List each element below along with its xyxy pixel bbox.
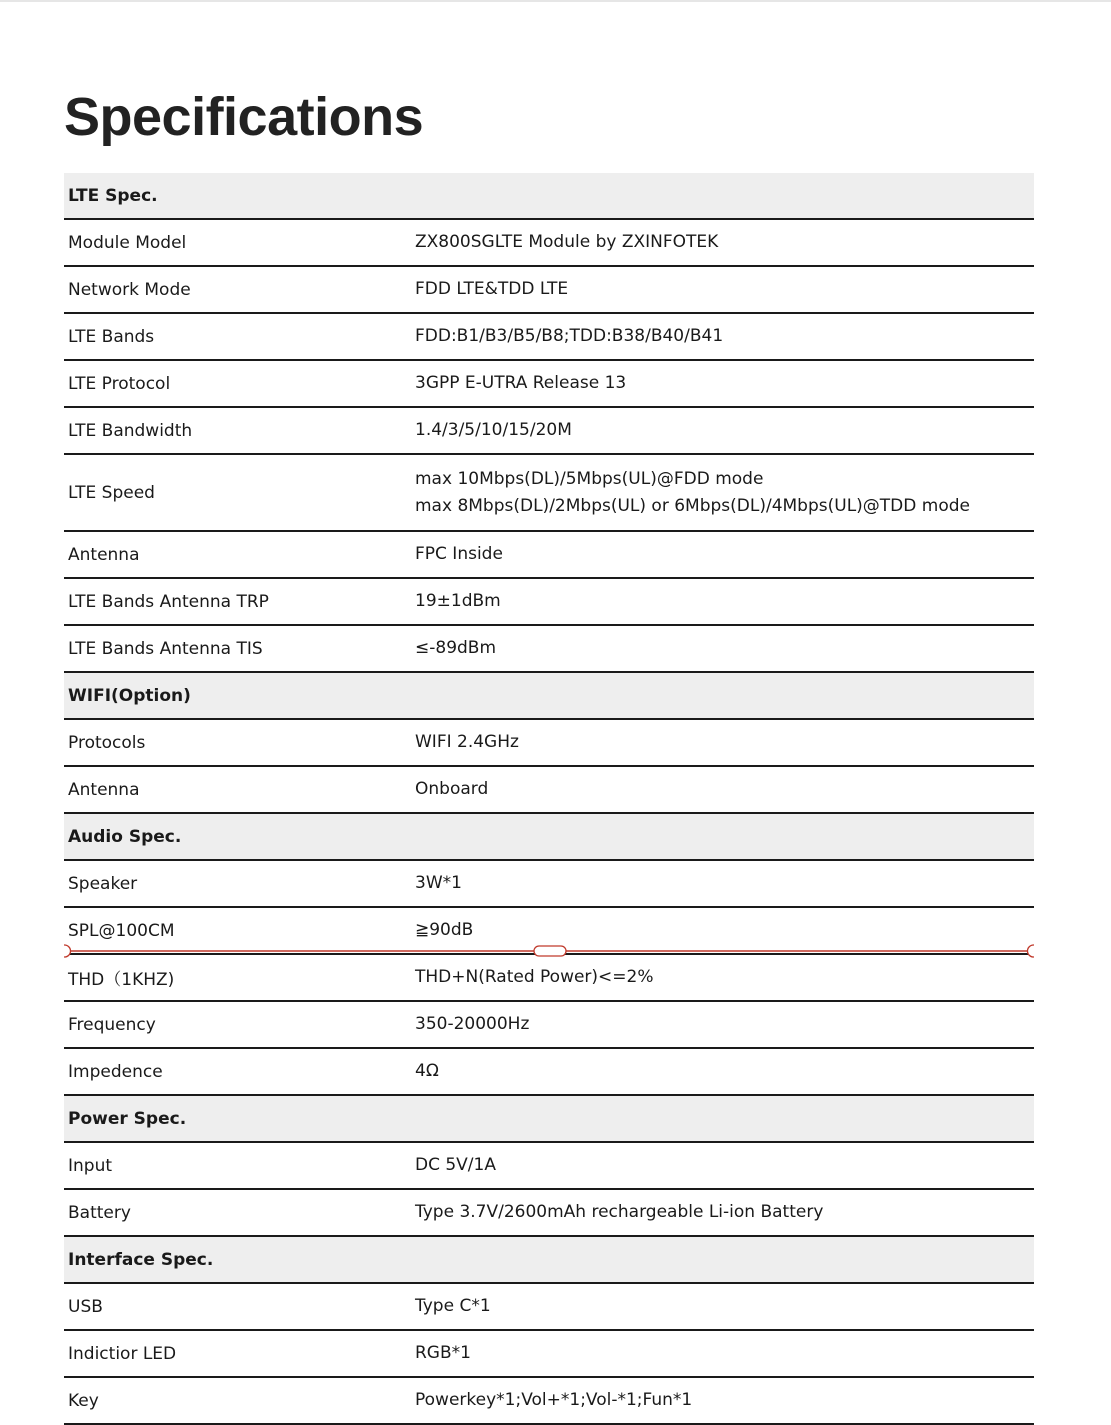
spec-value-line: DC 5V/1A — [415, 1155, 496, 1175]
spec-row — [64, 579, 1034, 626]
spec-value-line: ≤-89dBm — [415, 638, 497, 658]
spec-label: Antenna — [68, 779, 140, 800]
spec-value-line: Powerkey*1;Vol+*1;Vol-*1;Fun*1 — [415, 1390, 693, 1410]
spec-value — [415, 635, 1034, 662]
section-header — [64, 1096, 1034, 1143]
spec-value-line: Type C*1 — [415, 1296, 491, 1316]
spec-row — [64, 1143, 1034, 1190]
spec-value — [415, 917, 1034, 944]
spec-row — [64, 1378, 1034, 1425]
spec-row — [64, 1190, 1034, 1237]
spec-label: LTE Bands Antenna TIS — [68, 638, 263, 659]
spec-label: Speaker — [68, 873, 138, 894]
spec-value — [415, 1340, 1034, 1367]
section-title: Audio Spec. — [68, 826, 182, 847]
spec-label: Key — [68, 1390, 99, 1411]
spec-table — [64, 173, 1034, 1425]
spec-value-line: FDD:B1/B3/B5/B8;TDD:B38/B40/B41 — [415, 326, 724, 346]
section-title: WIFI(Option) — [68, 685, 191, 706]
spec-row — [64, 455, 1034, 532]
spec-label: Battery — [68, 1202, 131, 1223]
spec-label: Impedence — [68, 1061, 163, 1082]
spec-value-line: FPC Inside — [415, 544, 503, 564]
spec-value — [415, 417, 1034, 444]
spec-row — [64, 267, 1034, 314]
spec-row — [64, 908, 1034, 955]
spec-value — [415, 1387, 1034, 1414]
spec-value — [415, 229, 1034, 256]
spec-label: USB — [68, 1296, 103, 1317]
spec-value — [415, 276, 1034, 303]
spec-value — [415, 1293, 1034, 1320]
spec-value — [415, 466, 1034, 520]
spec-row — [64, 532, 1034, 579]
spec-row — [64, 1331, 1034, 1378]
spec-value — [415, 1199, 1034, 1226]
spec-value — [415, 729, 1034, 756]
spec-value-line: Onboard — [415, 779, 489, 799]
spec-label: Protocols — [68, 732, 146, 753]
spec-value-line: ≧90dB — [415, 920, 474, 940]
spec-value — [415, 1058, 1034, 1085]
spec-value — [415, 1152, 1034, 1179]
spec-row — [64, 955, 1034, 1002]
spec-label: LTE Protocol — [68, 373, 171, 394]
page-title: Specifications — [64, 87, 424, 147]
spec-value-line: max 8Mbps(DL)/2Mbps(UL) or 6Mbps(DL)/4Mbps(UL)@TDD mode — [415, 495, 970, 516]
spec-value-line: FDD LTE&TDD LTE — [415, 279, 569, 299]
spec-value-line: RGB*1 — [415, 1343, 471, 1363]
section-header — [64, 1237, 1034, 1284]
spec-label: Input — [68, 1155, 113, 1176]
spec-row — [64, 361, 1034, 408]
spec-value — [415, 964, 1034, 991]
spec-value — [415, 1011, 1034, 1038]
section-header — [64, 173, 1034, 220]
spec-row — [64, 626, 1034, 673]
spec-label: Antenna — [68, 544, 140, 565]
spec-label: LTE Speed — [68, 482, 155, 503]
spec-label: THD（1KHZ) — [68, 970, 175, 990]
spec-row — [64, 767, 1034, 814]
spec-value — [415, 323, 1034, 350]
spec-label: LTE Bandwidth — [68, 420, 193, 441]
spec-row — [64, 314, 1034, 361]
spec-row — [64, 1002, 1034, 1049]
section-title: Interface Spec. — [68, 1249, 214, 1270]
spec-value-line: 1.4/3/5/10/15/20M — [415, 420, 572, 440]
spec-value-line: 19±1dBm — [415, 591, 501, 611]
spec-value-line: 3GPP E-UTRA Release 13 — [415, 373, 627, 393]
spec-label: Frequency — [68, 1014, 156, 1035]
top-rule — [0, 0, 1111, 2]
spec-label: Network Mode — [68, 279, 191, 300]
spec-value-line: 350-20000Hz — [415, 1014, 530, 1034]
spec-row — [64, 1284, 1034, 1331]
spec-value — [415, 541, 1034, 568]
spec-label: SPL@100CM — [68, 920, 175, 941]
spec-label: Indictior LED — [68, 1343, 177, 1364]
spec-row — [64, 861, 1034, 908]
spec-value-line: 3W*1 — [415, 873, 462, 893]
spec-value-line: 4Ω — [415, 1061, 439, 1081]
spec-value-line: max 10Mbps(DL)/5Mbps(UL)@FDD mode — [415, 468, 764, 489]
spec-label: LTE Bands — [68, 326, 155, 347]
spec-value-line: THD+N(Rated Power)<=2% — [415, 967, 654, 987]
spec-label: LTE Bands Antenna TRP — [68, 591, 269, 612]
spec-row — [64, 220, 1034, 267]
spec-row — [64, 408, 1034, 455]
section-title: LTE Spec. — [68, 185, 158, 206]
spec-row — [64, 1049, 1034, 1096]
section-title: Power Spec. — [68, 1108, 187, 1129]
section-header — [64, 673, 1034, 720]
spec-value-line: WIFI 2.4GHz — [415, 732, 519, 752]
section-header — [64, 814, 1034, 861]
spec-value — [415, 870, 1034, 897]
spec-value — [415, 776, 1034, 803]
spec-value-line: ZX800SGLTE Module by ZXINFOTEK — [415, 232, 719, 252]
spec-label: Module Model — [68, 232, 187, 253]
spec-row — [64, 720, 1034, 767]
spec-value-line: Type 3.7V/2600mAh rechargeable Li-ion Battery — [415, 1202, 824, 1222]
spec-value — [415, 370, 1034, 397]
spec-value — [415, 588, 1034, 615]
